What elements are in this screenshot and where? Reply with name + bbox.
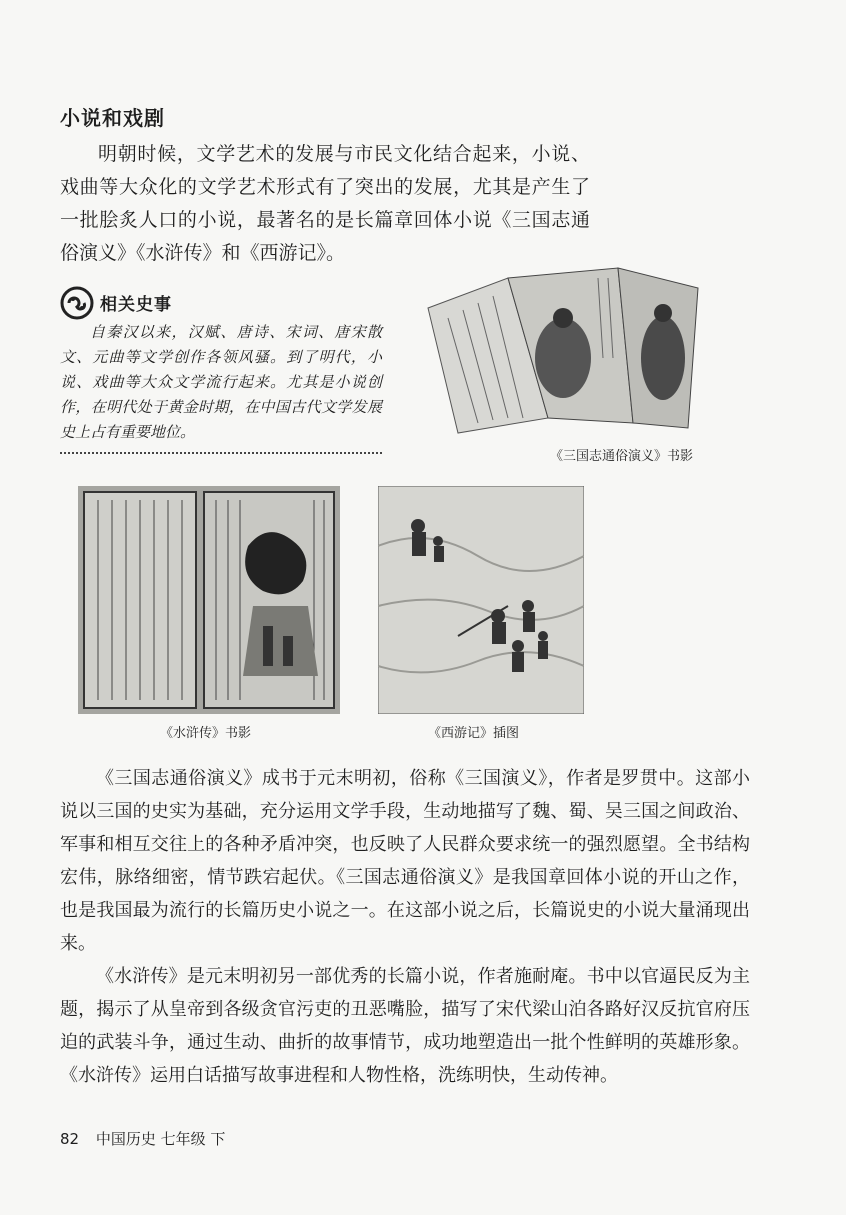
shuihu-caption: 《水浒传》书影	[160, 726, 252, 741]
related-history-box	[60, 284, 382, 454]
intro-paragraph: 明朝时候，文学艺术的发展与市民文化结合起来，小说、戏曲等大众化的文学艺术形式有了突出的发展，尤其是产生了一批脍炙人口的小说，最著名的是长篇章回体小说《三国志通俗演义》《水浒传》和《西游记》。	[60, 143, 590, 264]
sanguo-caption: 《三国志通俗演义》书影	[550, 449, 694, 464]
book-title: 中国历史 七年级 下	[95, 1130, 226, 1148]
paragraph-sanguo: 《三国志通俗演义》成书于元末明初，俗称《三国演义》，作者是罗贯中。这部小说以三国的史实为基础，充分运用文学手段，生动地描写了魏、蜀、吴三国之间政治、军事和相互交往上的各种矛盾冲突，也反映了人民群众要求统一的强烈愿望。全书结构宏伟，脉络细密，情节跌宕起伏。《三国志通俗演义》是我国章回体小说的开山之作，也是我国最为流行的长篇历史小说之一。在这部小说之后，长篇说史的小说大量涌现出来。	[60, 768, 750, 954]
related-history-text: 自秦汉以来，汉赋、唐诗、宋词、唐宋散文、元曲等文学创作各领风骚。到了明代，小说、戏曲等大众文学流行起来。尤其是小说创作，在明代处于黄金时期，在中国古代文学发展史上占有重要地位。	[60, 323, 382, 441]
xiyou-caption: 《西游记》插图	[428, 726, 520, 741]
paragraph-shuihu: 《水浒传》是元末明初另一部优秀的长篇小说，作者施耐庵。书中以官逼民反为主题，揭示了从皇帝到各级贪官污吏的丑恶嘴脸，描写了宋代梁山泊各路好汉反抗官府压迫的武装斗争，通过生动、曲折的故事情节，成功地塑造出一批个性鲜明的英雄形象。《水浒传》运用白话描写故事进程和人物性格，洗练明快，生动传神。	[60, 966, 750, 1086]
box-divider	[60, 452, 382, 454]
section-heading: 小说和戏剧	[60, 106, 165, 130]
related-history-title: 相关史事	[100, 295, 172, 315]
page-number: 82	[60, 1130, 80, 1148]
body-text	[60, 762, 750, 1092]
sanguo-book-image	[418, 248, 718, 438]
swirl-icon	[60, 286, 94, 320]
xiyou-illustration	[378, 486, 584, 714]
page-footer	[60, 1128, 237, 1149]
shuihu-book-image	[78, 486, 340, 714]
